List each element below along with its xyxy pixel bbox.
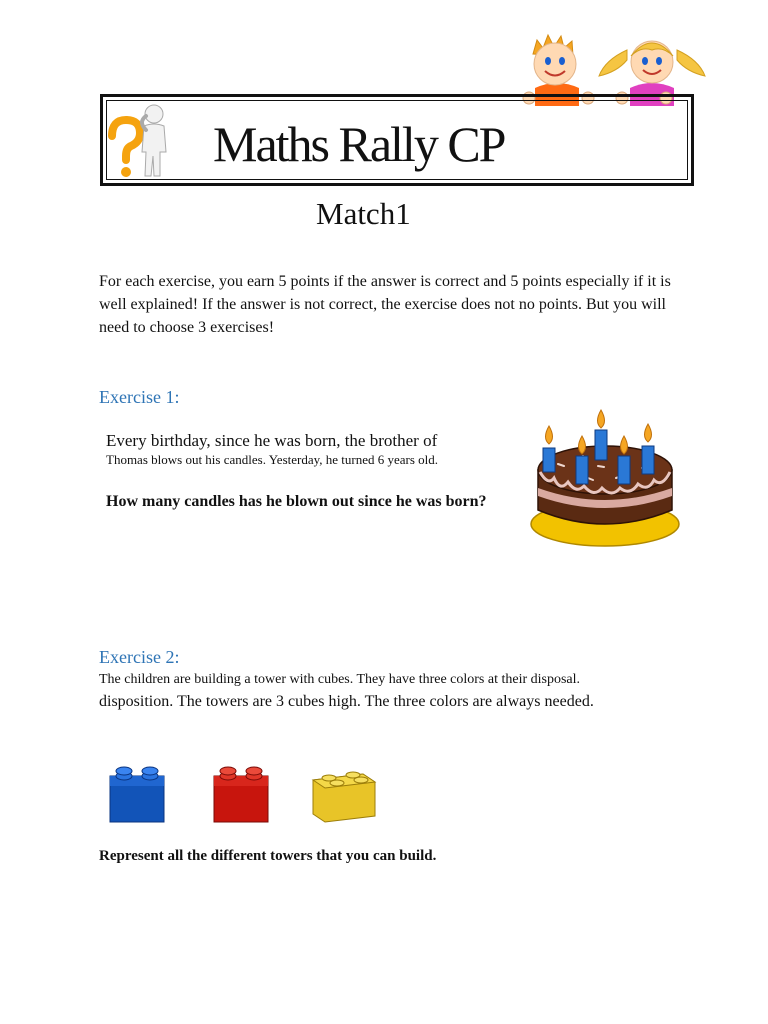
yellow-brick-icon [309, 764, 379, 826]
question-mark-icon [112, 120, 140, 177]
exercise-1-heading: Exercise 1: [99, 387, 180, 407]
birthday-cake-icon [528, 408, 682, 550]
match-subtitle: Match1 [316, 196, 411, 231]
exercise-1-text-line-1: Every birthday, since he was born, the brother of [106, 431, 438, 450]
exercise-2-heading: Exercise 2: [99, 647, 180, 667]
exercise-2-text-line-1: The children are building a tower with cubes. They have three colors at their disposal. [99, 672, 581, 687]
red-brick-icon [212, 764, 270, 824]
intro-paragraph: For each exercise, you earn 5 points if the answer is correct and 5 points especially if it is well explained! If the answer is not correct, the exercise does not no points. But you will need to choose 3 exercises! [99, 273, 671, 336]
exercise-1-text-line-2: Thomas blows out his candles. Yesterday, he turned 6 years old. [106, 452, 439, 467]
page-title: Maths Rally CP [213, 116, 505, 172]
thinking-figure-icon [106, 100, 176, 182]
blue-brick-icon [108, 764, 166, 824]
exercise-2-question: Represent all the different towers that you can build. [99, 848, 437, 864]
exercise-1-question: How many candles has he blown out since he was born? [106, 493, 487, 510]
exercise-2-text-line-2: disposition. The towers are 3 cubes high. The three colors are always needed. [99, 693, 594, 710]
